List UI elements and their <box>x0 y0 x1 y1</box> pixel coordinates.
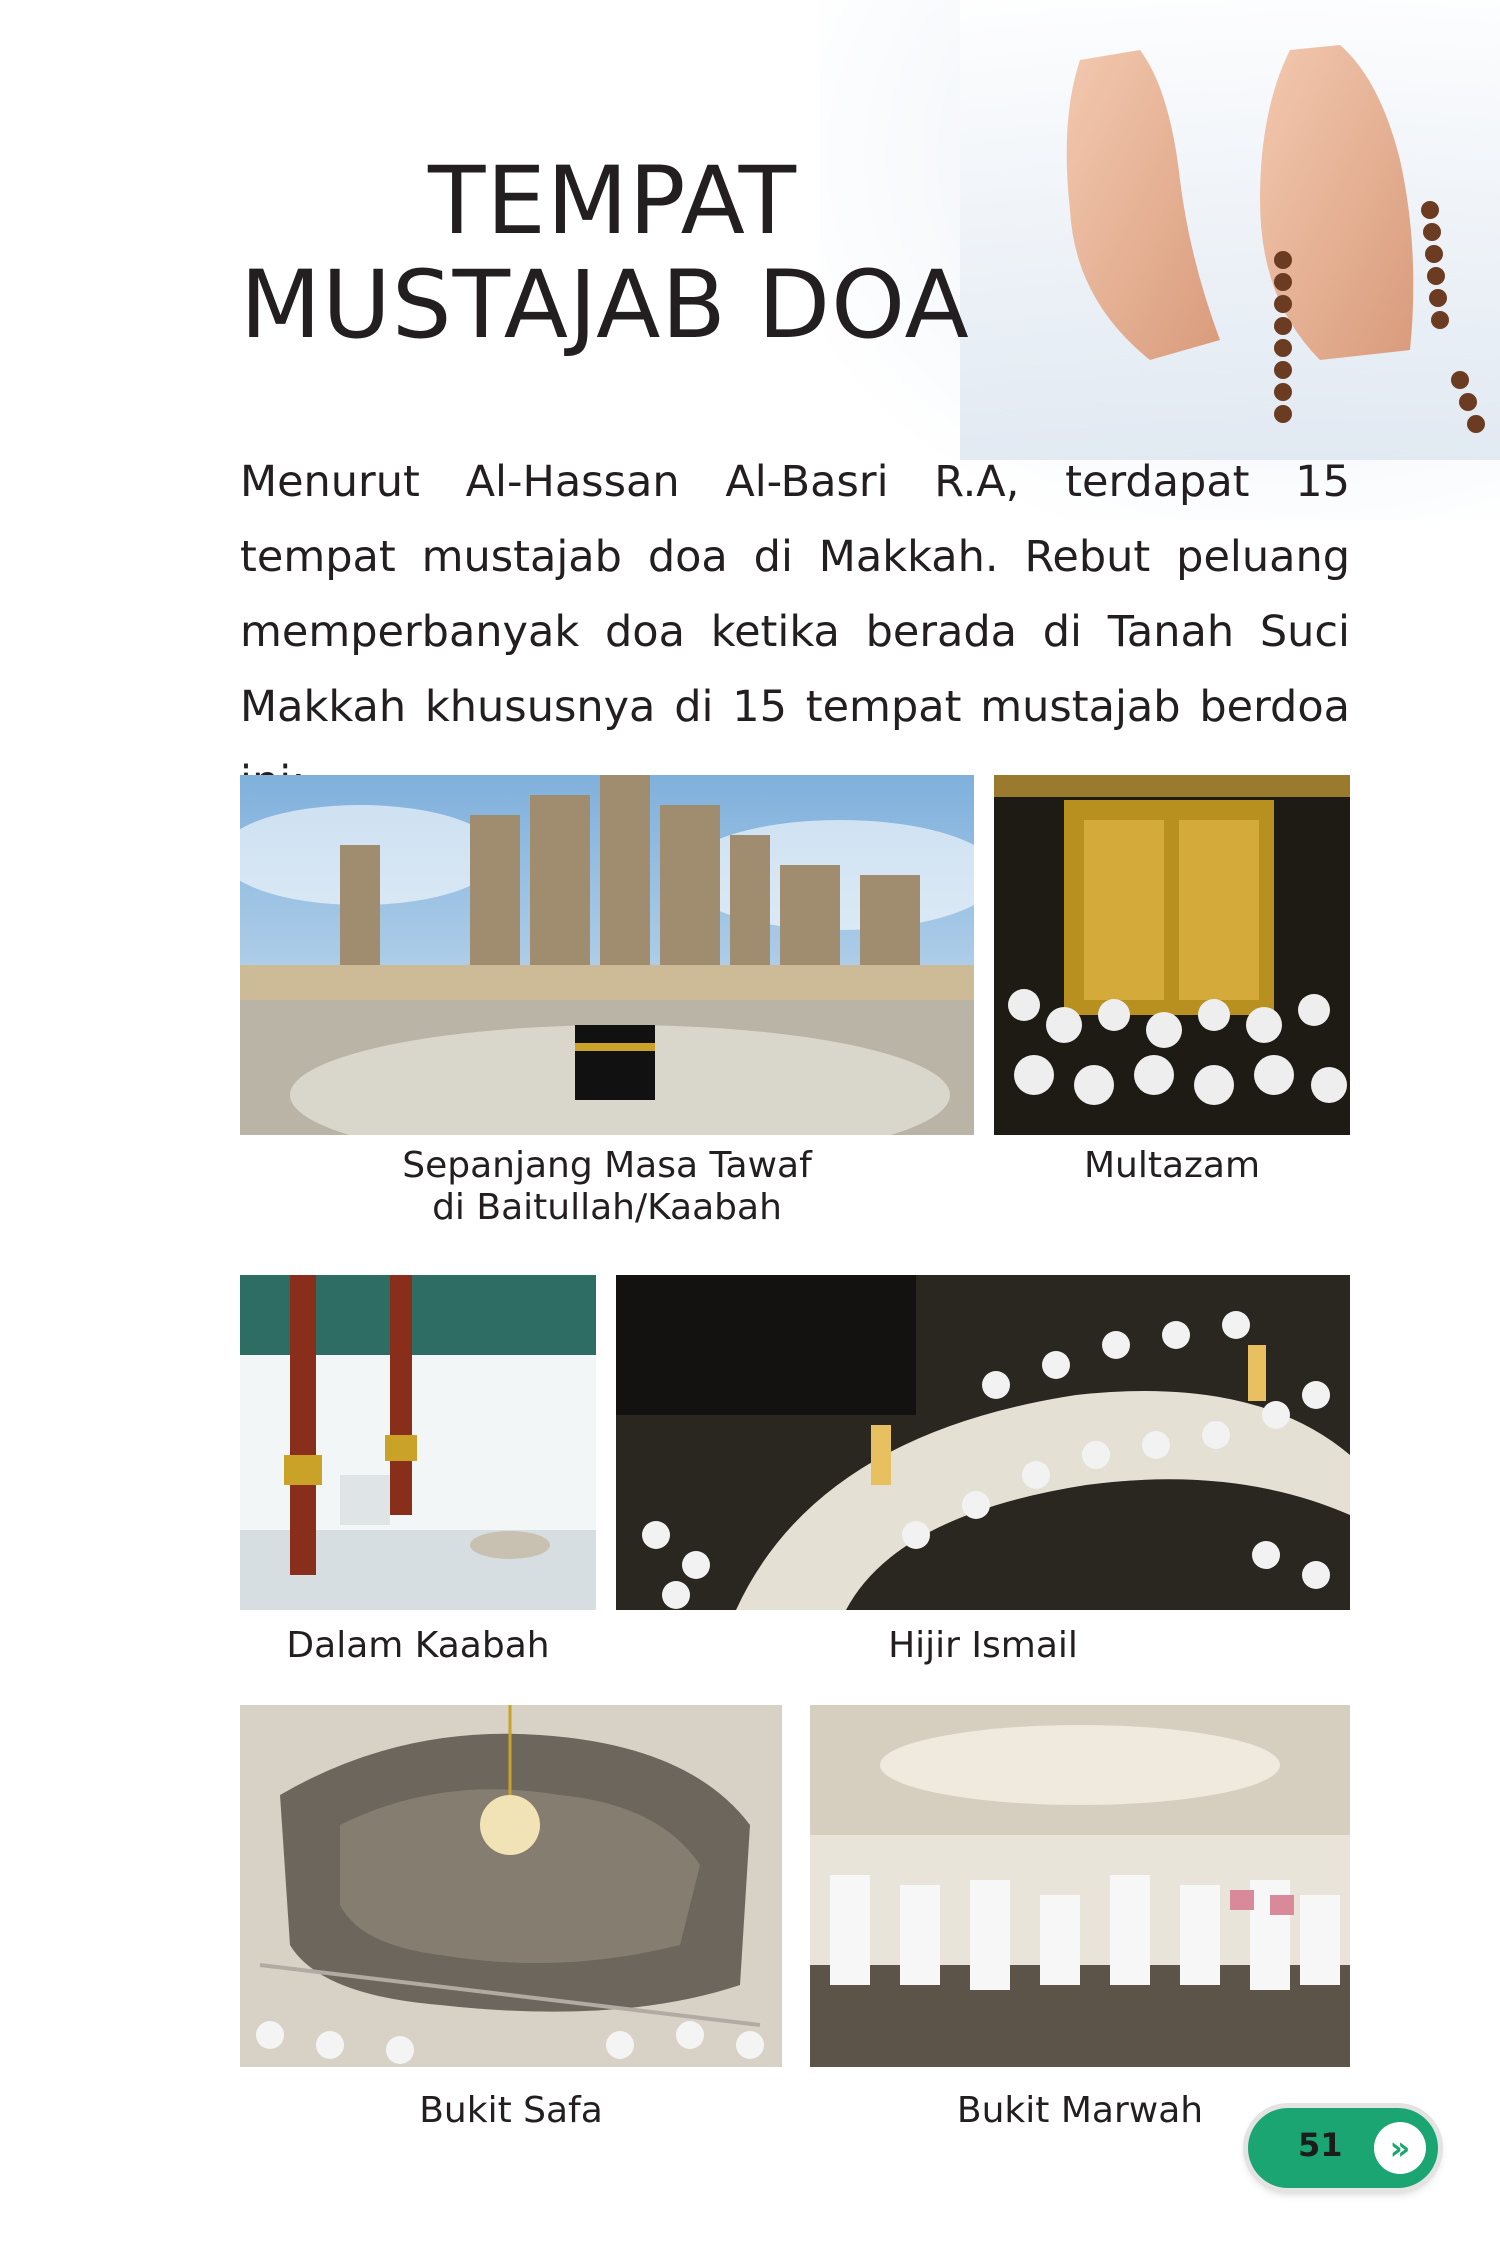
caption-bukit-safa-line-1: Bukit Safa <box>419 2090 603 2131</box>
caption-multazam-line-1: Multazam <box>1083 1145 1261 1186</box>
photo-dalam-kaabah <box>240 1275 596 1610</box>
photo-tawaf <box>240 775 974 1135</box>
photo-multazam <box>994 775 1350 1135</box>
caption-multazam <box>994 1145 1350 1187</box>
next-page-icon[interactable]: » <box>1374 2122 1426 2174</box>
photo-bukit-safa <box>240 1705 782 2067</box>
caption-hijir-ismail <box>616 1625 1350 1667</box>
title-line-2: MUSTAJAB DOA <box>240 251 970 360</box>
caption-bukit-marwah-line-1: Bukit Marwah <box>956 2090 1204 2131</box>
caption-dalam-kaabah <box>240 1625 596 1667</box>
caption-dalam-kaabah-line-1: Dalam Kaabah <box>286 1625 550 1666</box>
caption-tawaf <box>240 1145 974 1229</box>
page-title <box>240 147 1000 360</box>
page-number-badge <box>1248 2108 1438 2188</box>
caption-bukit-safa <box>240 2090 782 2132</box>
title-line-1: TEMPAT <box>428 147 798 256</box>
photo-hijir-ismail <box>616 1275 1350 1610</box>
caption-hijir-ismail-line-1: Hijir Ismail <box>888 1625 1078 1666</box>
intro-paragraph: Menurut Al-Hassan Al-Basri R.A, terdapat 15 tempat mustajab doa di Makkah. Rebut peluang memperbanyak doa ketika berada di Tanah Suci Makkah khususnya di 15 tempat mustajab berdoa <box>240 457 1350 732</box>
caption-tawaf-line-2: di Baitullah/Kaabah <box>432 1187 782 1228</box>
caption-tawaf-line-1: Sepanjang Masa Tawaf <box>402 1145 812 1186</box>
photo-bukit-marwah <box>810 1705 1350 2067</box>
page-number: 51 <box>1298 2126 1343 2164</box>
